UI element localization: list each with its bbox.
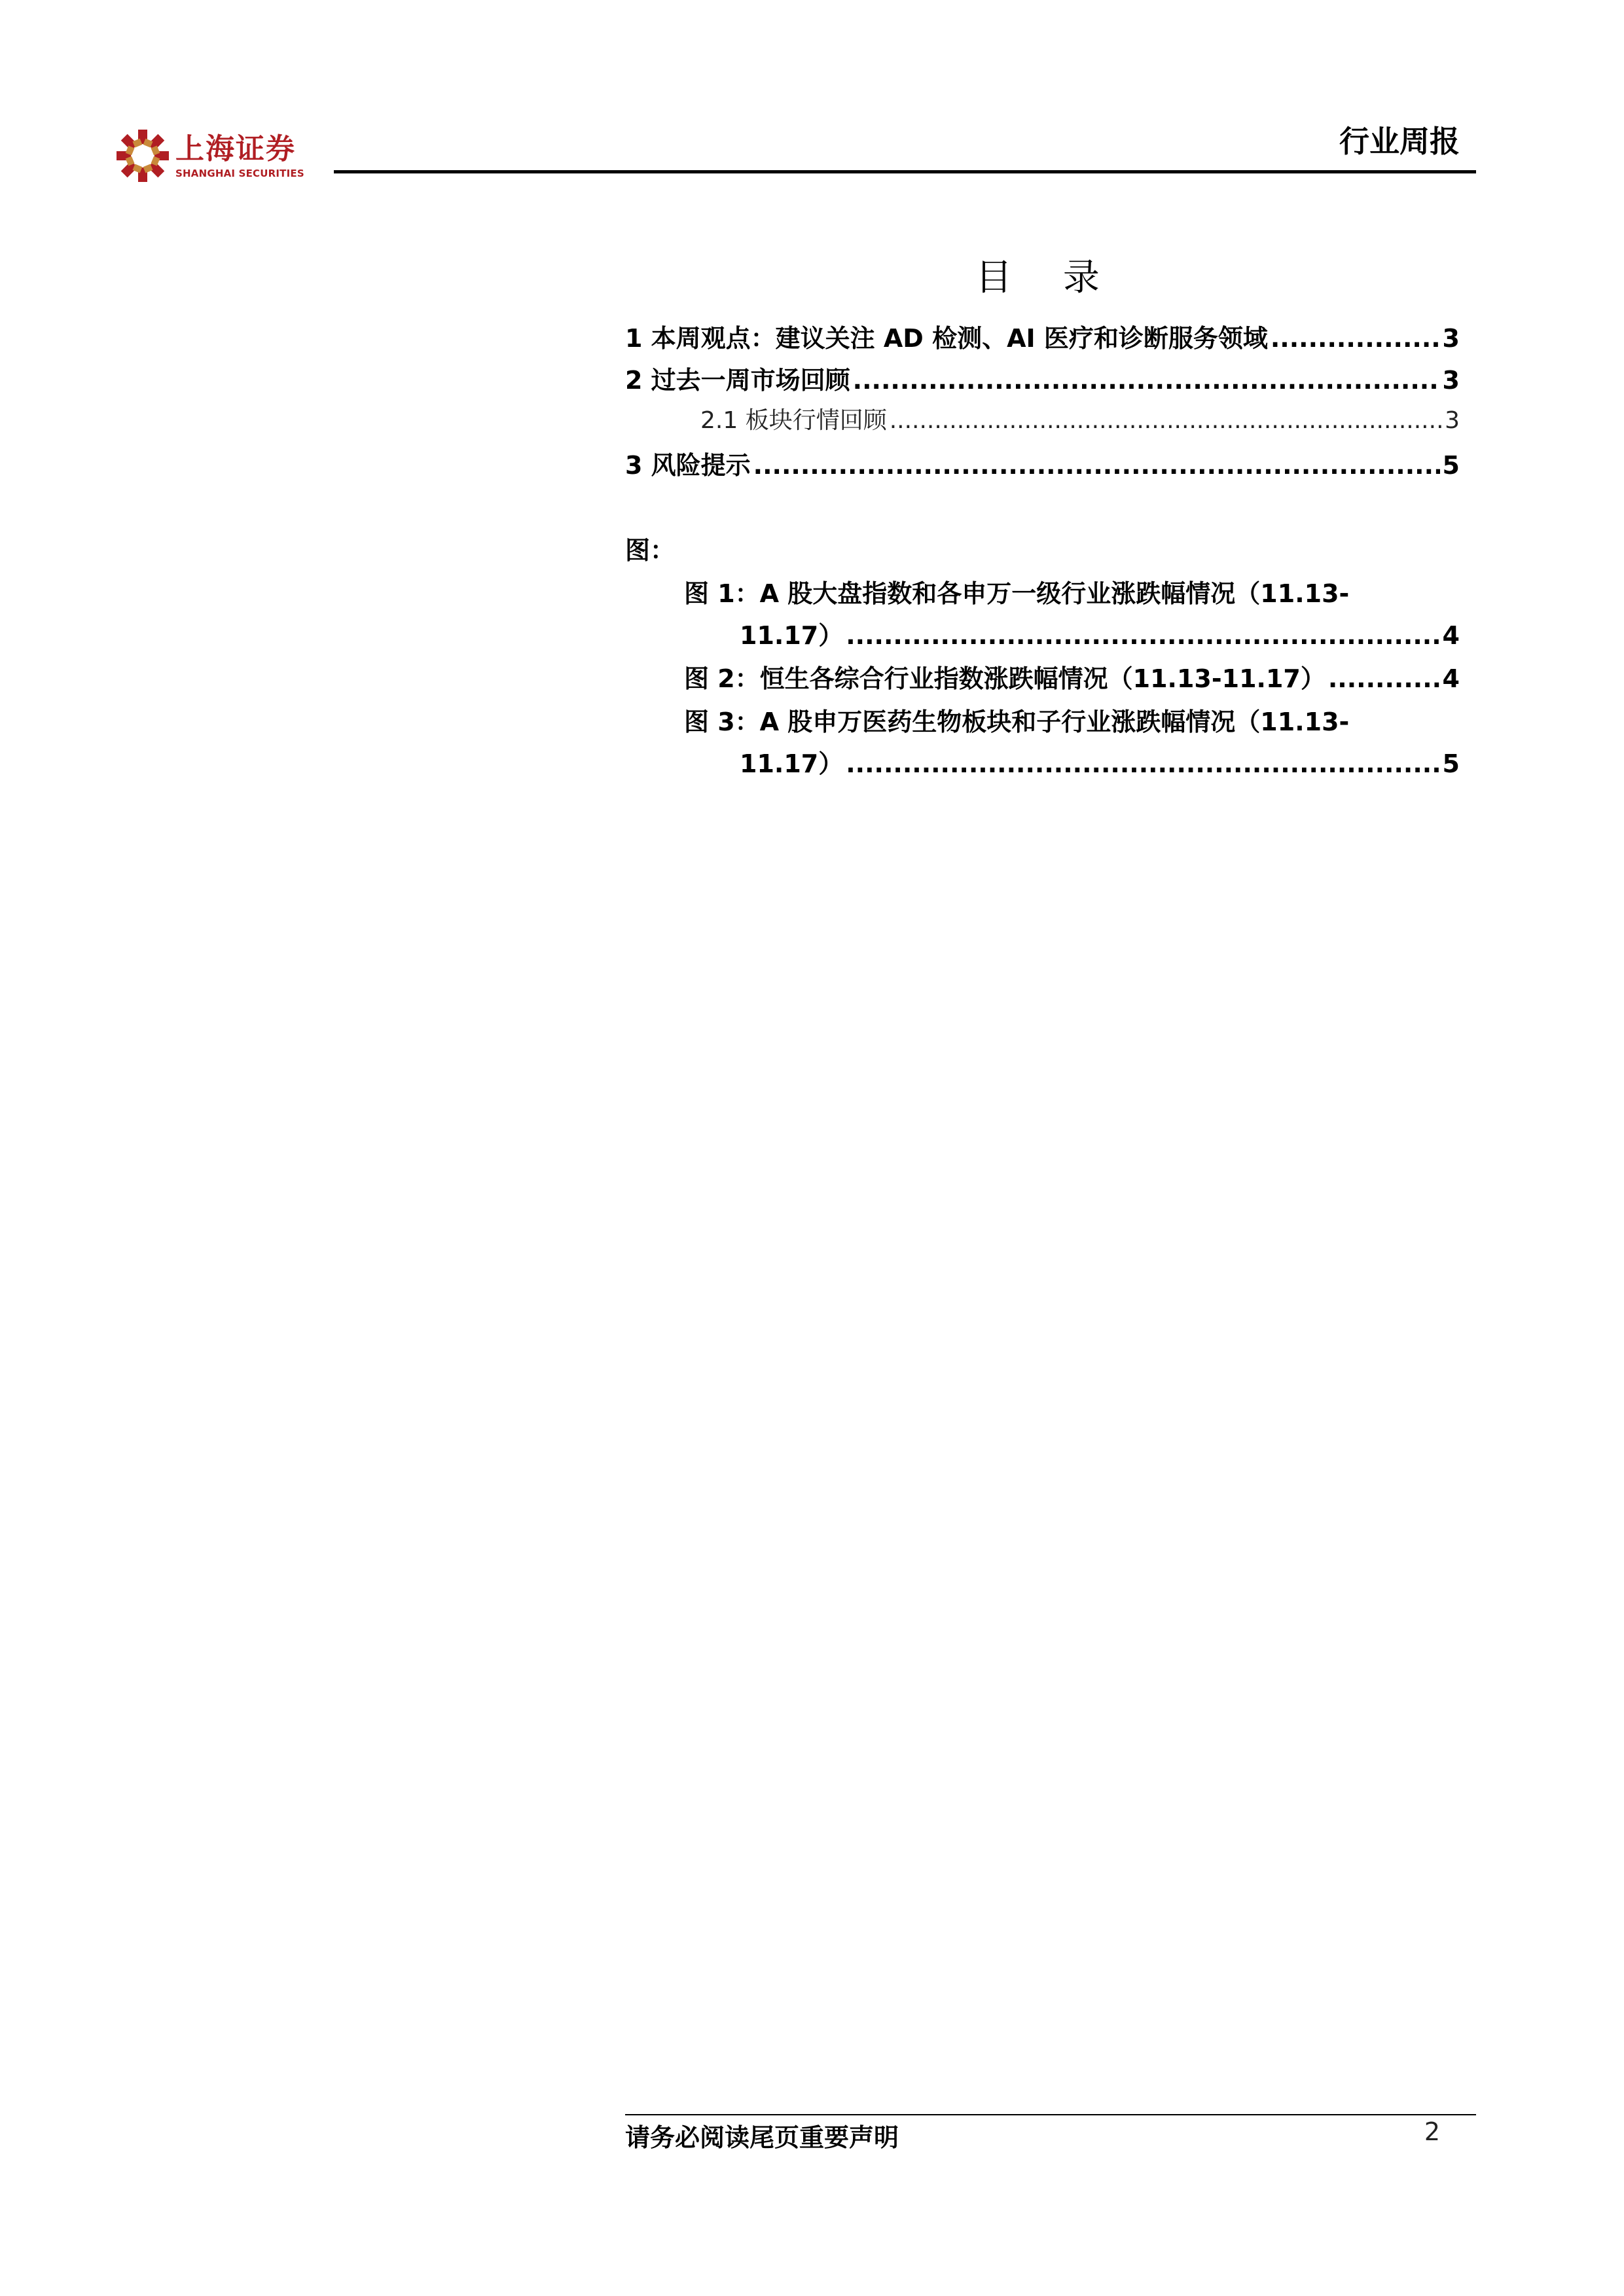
figure-label-continuation: 11.17）	[740, 621, 844, 650]
toc-item-label: 3 风险提示	[625, 451, 751, 480]
figures-heading: 图：	[625, 536, 676, 565]
figure-page: 4	[1442, 664, 1460, 693]
footer-divider	[625, 2114, 1476, 2115]
figure-label-continuation: 11.17）	[740, 749, 844, 778]
figure-page: 4	[1442, 621, 1460, 650]
toc-leader-dots	[890, 407, 1442, 434]
toc-title: 目 录	[975, 257, 1119, 299]
figure-3-entry[interactable]	[740, 744, 1460, 783]
page-number: 2	[1424, 2117, 1440, 2146]
toc-leader-dots	[1328, 664, 1440, 693]
shanghai-securities-logo-icon	[115, 128, 170, 183]
toc-leader-dots	[853, 366, 1440, 395]
figure-page: 5	[1442, 749, 1460, 778]
toc-item-page: 3	[1442, 366, 1460, 395]
logo-english-name: SHANGHAI SECURITIES	[175, 168, 304, 179]
footer-disclaimer: 请务必阅读尾页重要声明	[625, 2123, 899, 2152]
toc-item-2[interactable]	[625, 360, 1460, 399]
figure-2-entry[interactable]	[684, 658, 1460, 698]
logo-chinese-name: 上海证券	[175, 132, 296, 166]
toc-item-label: 1 本周观点：建议关注 AD 检测、AI 医疗和诊断服务领域	[625, 324, 1268, 353]
toc-item-label: 2 过去一周市场回顾	[625, 366, 850, 395]
toc-leader-dots	[846, 749, 1439, 778]
report-type-title: 行业周报	[1339, 124, 1460, 159]
toc-leader-dots	[753, 451, 1440, 480]
toc-item-2-1[interactable]	[700, 402, 1460, 441]
toc-item-3[interactable]	[625, 445, 1460, 484]
figure-3-line1[interactable]: 图 3：A 股申万医药生物板块和子行业涨跌幅情况（11.13-	[684, 708, 1350, 736]
toc-item-label: 2.1 板块行情回顾	[700, 407, 887, 434]
company-logo	[115, 128, 312, 183]
figure-1-line1[interactable]: 图 1：A 股大盘指数和各申万一级行业涨跌幅情况（11.13-	[684, 579, 1350, 608]
toc-item-1[interactable]	[625, 318, 1460, 357]
toc-leader-dots	[846, 621, 1439, 650]
toc-item-page: 3	[1442, 324, 1460, 353]
header-divider	[334, 170, 1476, 173]
toc-leader-dots	[1271, 324, 1440, 353]
figure-1-entry[interactable]	[740, 615, 1460, 655]
toc-item-page: 3	[1445, 407, 1460, 434]
figure-label: 图 2：恒生各综合行业指数涨跌幅情况（11.13-11.17）	[684, 664, 1326, 693]
toc-item-page: 5	[1442, 451, 1460, 480]
